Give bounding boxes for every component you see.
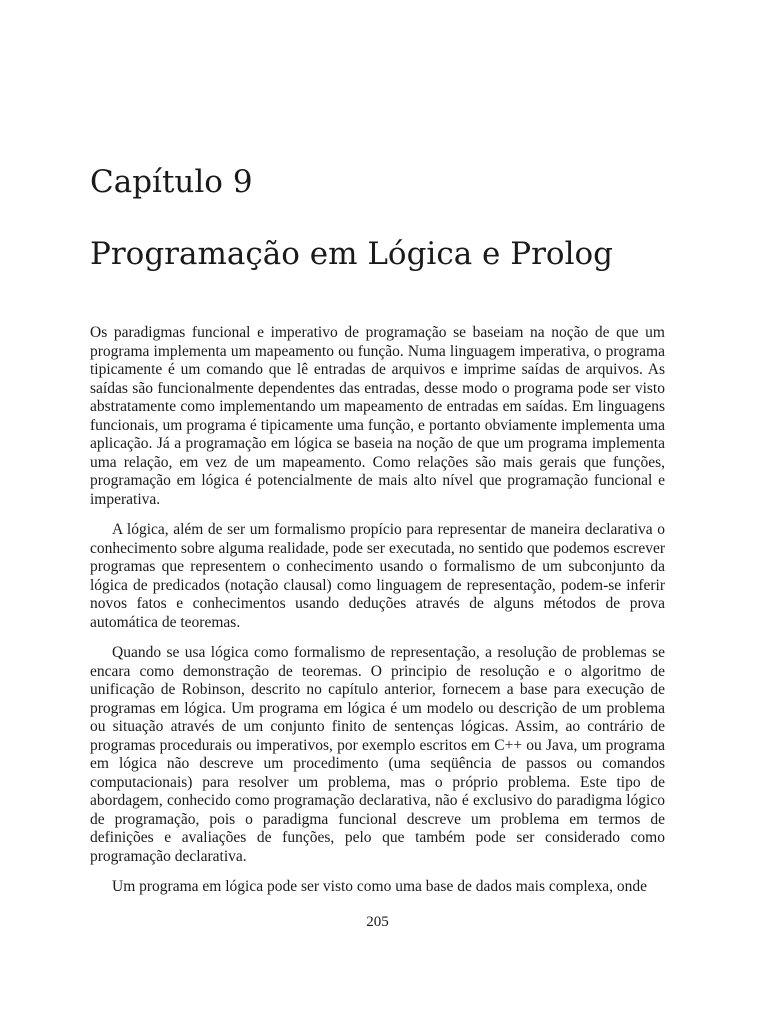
paragraph-4: Um programa em lógica pode ser visto como uma base de dados mais complexa, onde xyxy=(112,878,648,895)
paragraph-2: A lógica, além de ser um formalismo propício para representar de maneira declarativa o conhecimento sobre alguma realidade, pode ser executada, no sentido que podemos escrever programas que representem o conhecimento usando o formalismo de um subconjunto da lógica de predicados (notação clausal) como linguagem de representação, podem-se inferir novos fatos e conhecimentos usando deduções através de alguns métodos de prova automática de teoremas. xyxy=(90,521,665,631)
chapter-title: Programação em Lógica e Prolog xyxy=(90,236,613,272)
page-number: 205 xyxy=(366,914,389,930)
chapter-number: Capítulo 9 xyxy=(90,164,253,200)
chapter-body xyxy=(90,324,665,909)
paragraph-1: Os paradigmas funcional e imperativo de programação se baseiam na noção de que um programa implementa um mapeamento ou função. Numa linguagem imperativa, o programa tipicamente é um comando que lê entradas de arquivos e imprime saídas de arquivos. As saídas são funcionalmente dependentes das entradas, desse modo o programa pode ser visto abstratamente como implementando um mapeamento de entradas em saídas. Em linguagens funcionais, um programa é tipicamente uma função, e portanto obviamente implementa uma aplicação. Já a programação em lógica se baseia na noção de que um programa implementa uma relação, em vez de um mapeamento. Como relações são mais gerais que funções, programação em lógica é potencialmente de mais alto nível que programação funcional e imperativa. xyxy=(90,324,665,508)
paragraph-3: Quando se usa lógica como formalismo de representação, a resolução de problemas se encara como demonstração de teoremas. O principio de resolução e o algoritmo de unificação de Robinson, descrito no capítulo anterior, fornecem a base para execução de programas em lógica. Um programa em lógica é um modelo ou descrição de um problema ou situação através de um conjunto finito de sentenças lógicas. Assim, ao contrário de programas procedurais ou imperativos, por exemplo escritos em C++ ou Java, um programa em lógica não descreve um procedimento (uma seqüência de passos ou comandos computacionais) para resolver um problema, mas o próprio problema. Este tipo de abordagem, conhecido como programação declarativa, não é exclusivo do paradigma lógico de programação, pois o paradigma funcional descreve um problema em termos de definições e avaliações de funções, pelo que também pode ser considerado como programação declarativa. xyxy=(90,644,665,865)
